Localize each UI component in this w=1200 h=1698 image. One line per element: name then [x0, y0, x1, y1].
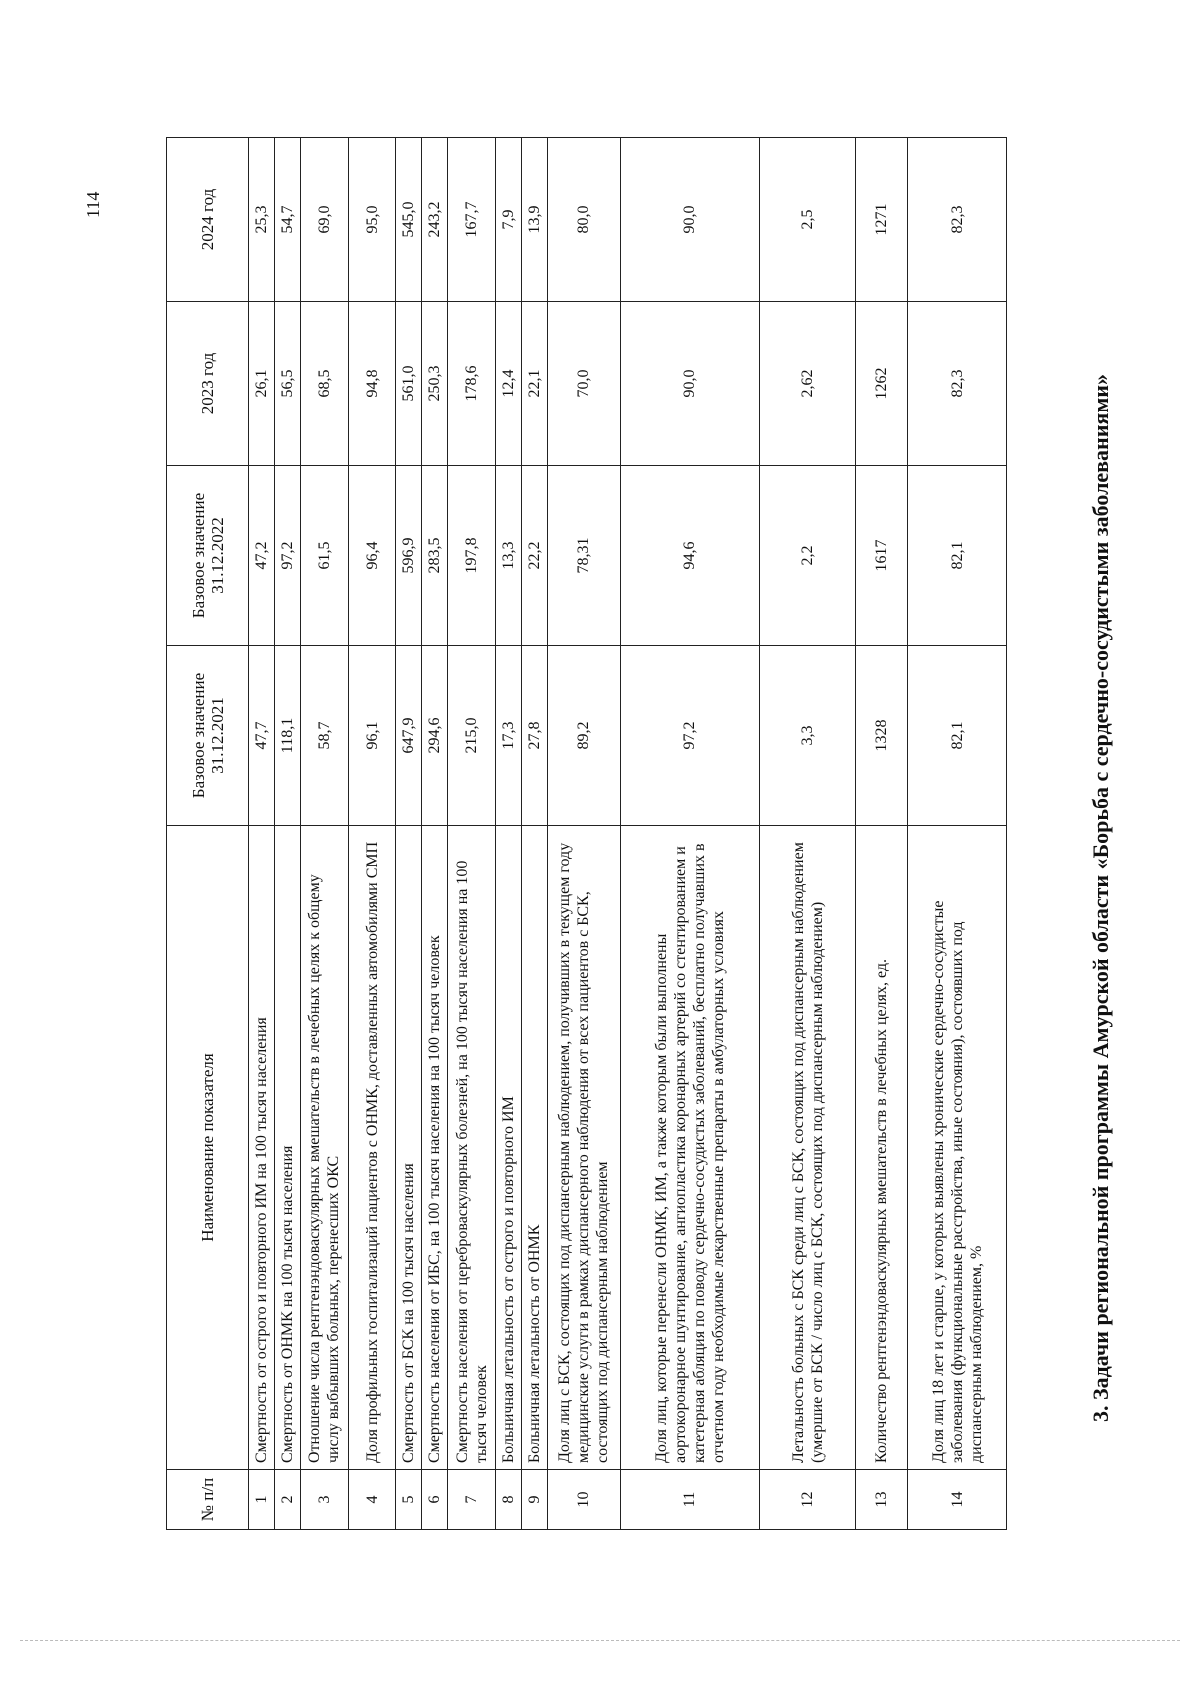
cell-name: Доля профильных госпитализаций пациентов с ОНМК, доставленных автомобилями СМП: [349, 826, 396, 1470]
cell-y2023: 68,5: [300, 302, 348, 466]
cell-base2022: 82,1: [908, 466, 1007, 646]
table-row: [496, 138, 522, 1530]
cell-num: 5: [396, 1470, 422, 1530]
cell-y2024: 243,2: [422, 138, 448, 302]
cell-name: Больничная летальность от ОНМК: [522, 826, 548, 1470]
cell-num: 3: [300, 1470, 348, 1530]
table-row: [300, 138, 348, 1530]
cell-base2022: 13,3: [496, 466, 522, 646]
table-row: [249, 138, 275, 1530]
cell-y2023: 22,1: [522, 302, 548, 466]
cell-name: Смертность населения от цереброваскулярных болезней, на 100 тысяч населения на 100 тысяч человек: [447, 826, 495, 1470]
cell-base2022: 78,31: [547, 466, 620, 646]
cell-base2022: 283,5: [422, 466, 448, 646]
cell-y2023: 1262: [856, 302, 908, 466]
cell-y2024: 69,0: [300, 138, 348, 302]
cell-base2022: 596,9: [396, 466, 422, 646]
cell-name: Смертность от БСК на 100 тысяч населения: [396, 826, 422, 1470]
header-num: № п/п: [167, 1470, 249, 1530]
cell-y2023: 82,3: [908, 302, 1007, 466]
cell-base2021: 215,0: [447, 646, 495, 826]
cell-y2024: 7,9: [496, 138, 522, 302]
cell-name: Летальность больных с БСК среди лиц с БСК, состоящих под диспансерным наблюдением (умершие от БСК / число лиц с БСК, состоящих под диспансерным наблюдением): [759, 826, 856, 1470]
cell-num: 14: [908, 1470, 1007, 1530]
cell-y2024: 90,0: [620, 138, 759, 302]
cell-base2021: 17,3: [496, 646, 522, 826]
cell-base2022: 97,2: [274, 466, 300, 646]
cell-base2022: 197,8: [447, 466, 495, 646]
cell-y2023: 561,0: [396, 302, 422, 466]
cell-base2021: 294,6: [422, 646, 448, 826]
cell-y2024: 1271: [856, 138, 908, 302]
cell-base2021: 89,2: [547, 646, 620, 826]
cell-num: 8: [496, 1470, 522, 1530]
cell-num: 1: [249, 1470, 275, 1530]
cell-base2021: 96,1: [349, 646, 396, 826]
cell-num: 13: [856, 1470, 908, 1530]
header-name: Наименование показателя: [167, 826, 249, 1470]
cell-name: Смертность от ОНМК на 100 тысяч населения: [274, 826, 300, 1470]
table-header-row: [167, 138, 249, 1530]
cell-base2022: 1617: [856, 466, 908, 646]
cell-base2022: 94,6: [620, 466, 759, 646]
cell-y2024: 13,9: [522, 138, 548, 302]
table-row: [856, 138, 908, 1530]
cell-y2024: 167,7: [447, 138, 495, 302]
table-row: [396, 138, 422, 1530]
cell-y2023: 90,0: [620, 302, 759, 466]
cell-base2021: 47,7: [249, 646, 275, 826]
cell-y2023: 178,6: [447, 302, 495, 466]
cell-name: Смертность от острого и повторного ИМ на 100 тысяч населения: [249, 826, 275, 1470]
cell-base2021: 58,7: [300, 646, 348, 826]
cell-y2023: 70,0: [547, 302, 620, 466]
cell-num: 2: [274, 1470, 300, 1530]
cell-y2023: 94,8: [349, 302, 396, 466]
cell-y2024: 2,5: [759, 138, 856, 302]
cell-y2024: 54,7: [274, 138, 300, 302]
table-row: [274, 138, 300, 1530]
cell-y2024: 80,0: [547, 138, 620, 302]
cell-y2023: 250,3: [422, 302, 448, 466]
cell-base2022: 22,2: [522, 466, 548, 646]
cell-y2023: 26,1: [249, 302, 275, 466]
cell-base2021: 118,1: [274, 646, 300, 826]
table-row: [522, 138, 548, 1530]
header-base-2021: Базовое значение 31.12.2021: [167, 646, 249, 826]
table-row: [620, 138, 759, 1530]
cell-name: Доля лиц с БСК, состоящих под диспансерным наблюдением, получивших в текущем году медицинские услуги в рамках диспансерного наблюдения от всех пациентов с БСК, состоящих под диспансерным наблюдением: [547, 826, 620, 1470]
indicators-table: [166, 137, 1007, 1530]
cell-num: 4: [349, 1470, 396, 1530]
header-2024: 2024 год: [167, 138, 249, 302]
cell-name: Больничная летальность от острого и повторного ИМ: [496, 826, 522, 1470]
page-bottom-divider: [20, 1640, 1180, 1641]
cell-y2024: 545,0: [396, 138, 422, 302]
cell-base2021: 1328: [856, 646, 908, 826]
table-row: [908, 138, 1007, 1530]
cell-base2022: 47,2: [249, 466, 275, 646]
cell-y2023: 12,4: [496, 302, 522, 466]
cell-num: 6: [422, 1470, 448, 1530]
table-row: [447, 138, 495, 1530]
cell-name: Смертность населения от ИБС, на 100 тысяч населения на 100 тысяч человек: [422, 826, 448, 1470]
page-number: 114: [83, 191, 103, 218]
cell-num: 11: [620, 1470, 759, 1530]
table-row: [422, 138, 448, 1530]
cell-name: Доля лиц 18 лет и старше, у которых выявлены хронические сердечно-сосудистые заболевания (функциональные расстройства, иные состояния), состоявших под диспансерным наблюдением, %: [908, 826, 1007, 1470]
section-heading: 3. Задачи региональной программы Амурской области «Борьба с сердечно-сосудистыми заболеваниями»: [1088, 374, 1113, 1422]
cell-base2022: 2,2: [759, 466, 856, 646]
cell-base2022: 61,5: [300, 466, 348, 646]
cell-base2021: 27,8: [522, 646, 548, 826]
cell-base2021: 97,2: [620, 646, 759, 826]
table-row: [349, 138, 396, 1530]
cell-num: 9: [522, 1470, 548, 1530]
cell-num: 10: [547, 1470, 620, 1530]
cell-base2021: 82,1: [908, 646, 1007, 826]
cell-name: Количество рентгенэндоваскулярных вмешательств в лечебных целях, ед.: [856, 826, 908, 1470]
cell-y2024: 82,3: [908, 138, 1007, 302]
cell-num: 7: [447, 1470, 495, 1530]
cell-base2021: 647,9: [396, 646, 422, 826]
table-row: [547, 138, 620, 1530]
header-2023: 2023 год: [167, 302, 249, 466]
cell-num: 12: [759, 1470, 856, 1530]
cell-name: Доля лиц, которые перенесли ОНМК, ИМ, а также которым были выполнены аортокоронарное шунтирование, ангиопластика коронарных артерий со стентированием и катетерная абляция по поводу сердечно-сосудистых заболеваний, бесплатно получавших в отчетном году необходимые лекарственные препараты в амбулаторных условиях: [620, 826, 759, 1470]
table-row: [759, 138, 856, 1530]
cell-y2023: 2,62: [759, 302, 856, 466]
cell-base2021: 3,3: [759, 646, 856, 826]
header-base-2022: Базовое значение 31.12.2022: [167, 466, 249, 646]
cell-y2024: 25,3: [249, 138, 275, 302]
cell-name: Отношение числа рентгенэндоваскулярных вмешательств в лечебных целях к общему числу выбывших больных, перенесших ОКС: [300, 826, 348, 1470]
cell-y2024: 95,0: [349, 138, 396, 302]
cell-base2022: 96,4: [349, 466, 396, 646]
cell-y2023: 56,5: [274, 302, 300, 466]
